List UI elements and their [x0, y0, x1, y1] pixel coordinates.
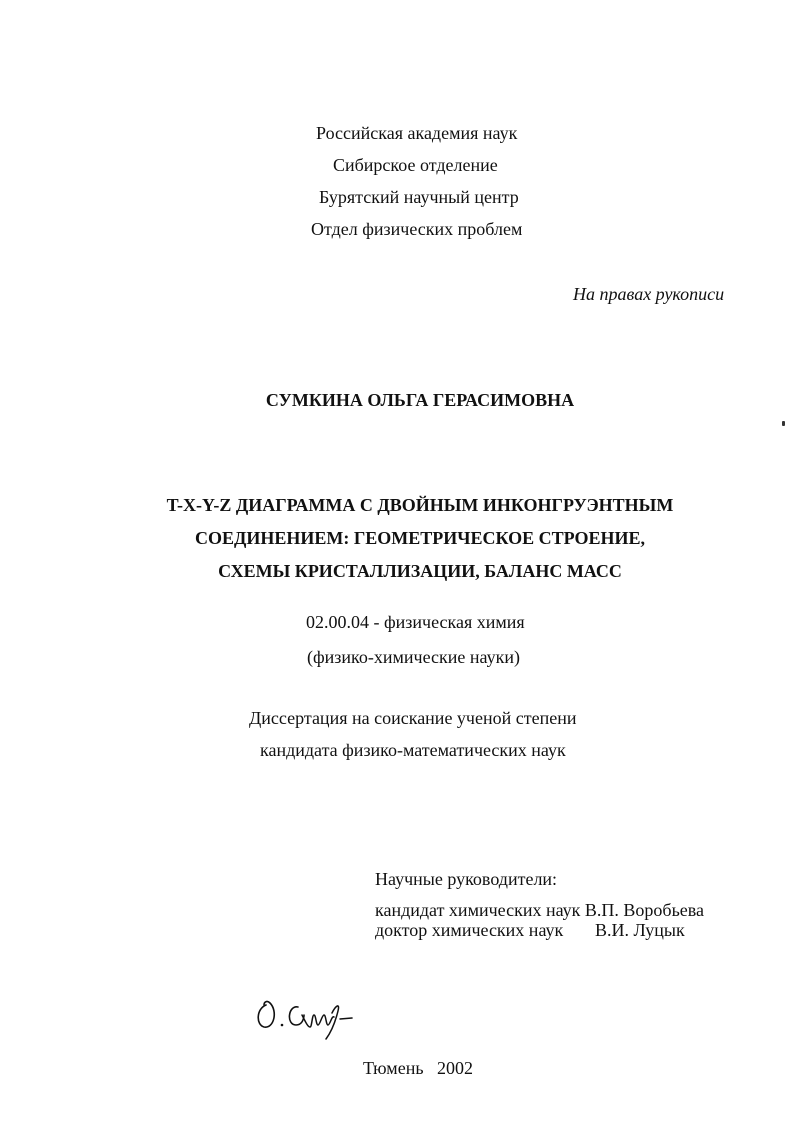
institution-line-1: Российская академия наук — [316, 123, 518, 143]
handwritten-signature — [252, 985, 372, 1045]
supervisor-title: кандидат химических наук — [375, 900, 581, 920]
institution-line-3: Бурятский научный центр — [319, 187, 519, 207]
institution-line-4: Отдел физических проблем — [311, 219, 523, 239]
thesis-title-line-2: СОЕДИНЕНИЕМ: ГЕОМЕТРИЧЕСКОЕ СТРОЕНИЕ, — [194, 528, 646, 548]
thesis-title-line-1: T-X-Y-Z ДИАГРАММА С ДВОЙНЫМ ИНКОНГРУЭНТНЫМ — [166, 495, 674, 515]
author-name: СУМКИНА ОЛЬГА ГЕРАСИМОВНА — [265, 390, 575, 410]
thesis-title-line-3: СХЕМЫ КРИСТАЛЛИЗАЦИИ, БАЛАНС МАСС — [218, 561, 622, 581]
supervisor-row — [375, 919, 685, 941]
supervisor-row — [375, 899, 704, 921]
footer-city: Тюмень — [363, 1058, 424, 1078]
degree-line-2: кандидата физико-математических наук — [260, 740, 566, 760]
footer-city-year — [363, 1057, 473, 1079]
manuscript-note: На правах рукописи — [573, 284, 725, 304]
supervisor-title: доктор химических наук — [375, 920, 564, 940]
specialty-code: 02.00.04 - физическая химия — [306, 612, 525, 632]
supervisors-heading: Научные руководители: — [375, 869, 558, 889]
scan-speck — [782, 421, 785, 426]
institution-line-2: Сибирское отделение — [333, 155, 498, 175]
footer-year: 2002 — [437, 1058, 474, 1078]
supervisor-name: В.П. Воробьева — [584, 900, 705, 920]
specialty-field: (физико-химические науки) — [307, 647, 520, 667]
degree-line-1: Диссертация на соискание ученой степени — [249, 708, 577, 728]
supervisor-name: В.И. Луцык — [595, 920, 685, 940]
